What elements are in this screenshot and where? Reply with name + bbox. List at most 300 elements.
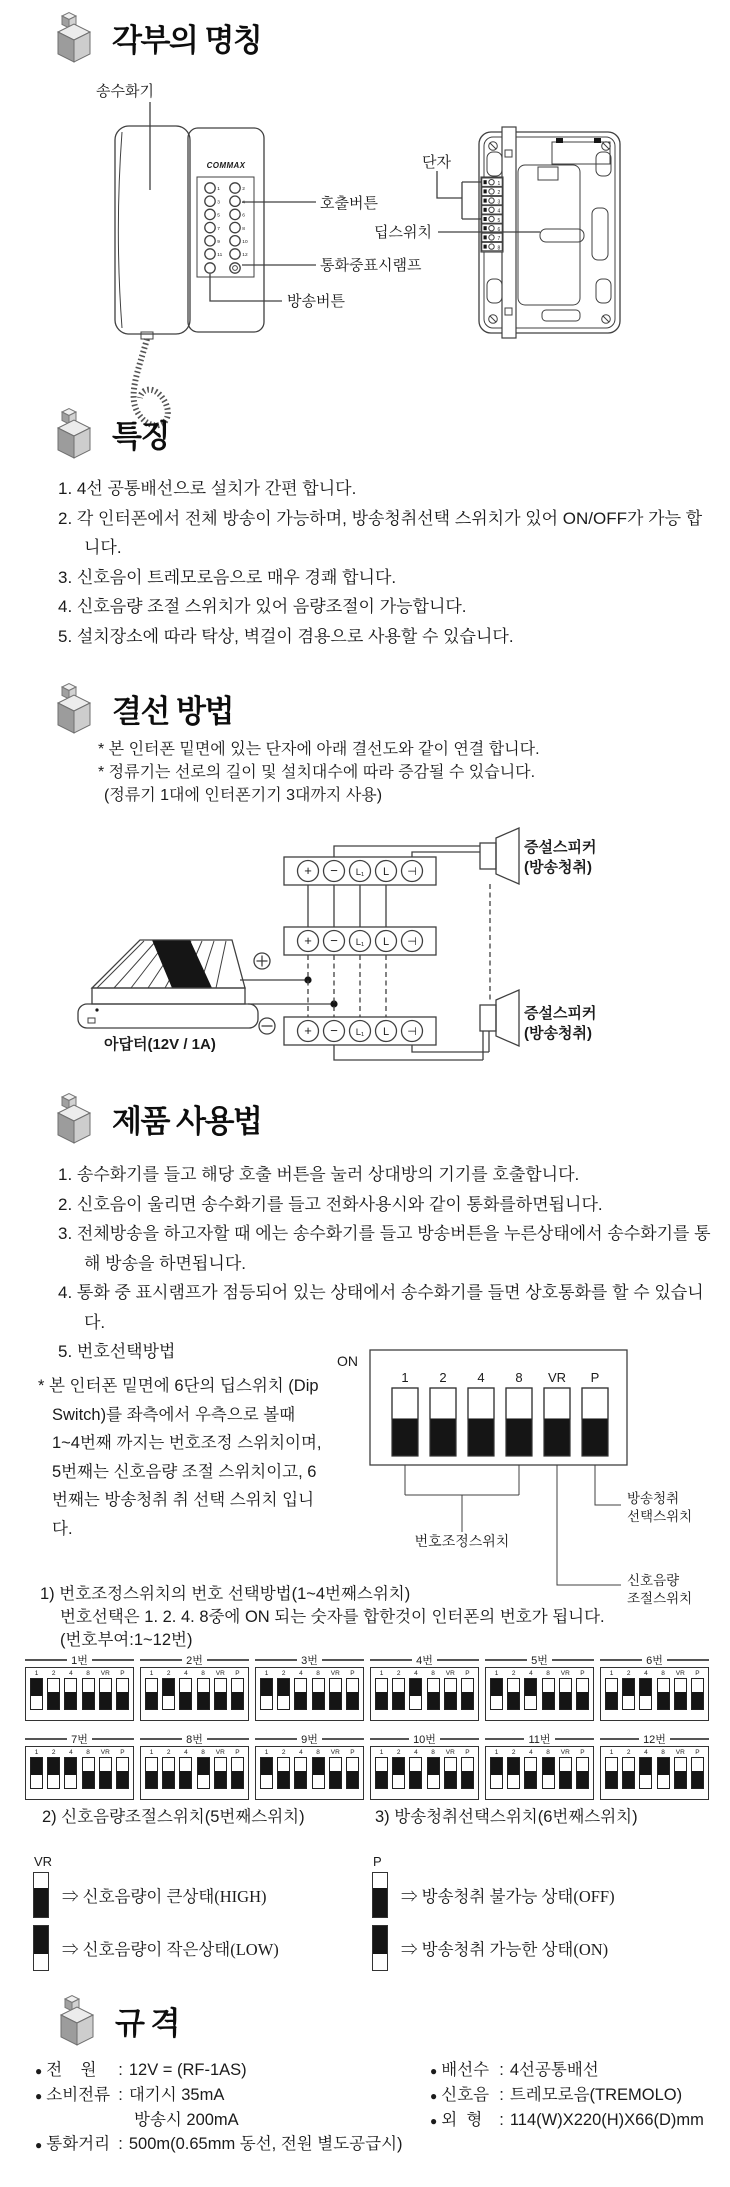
dip-switch-on-icon	[657, 1757, 670, 1789]
terminal-number: 1	[497, 181, 501, 187]
usage-item: 1. 송수화기를 들고 해당 호출 버튼을 눌러 상대방의 기기를 호출합니다.	[58, 1165, 580, 1184]
dip-switch-handle	[392, 1419, 418, 1456]
dip-switch-label: P	[465, 1670, 470, 1677]
specs-left-column	[35, 2058, 415, 2157]
dip-switch-down-icon	[372, 1872, 388, 1918]
dip-switch-label: 2	[166, 1670, 171, 1677]
dip-switch	[277, 1749, 290, 1796]
listen-off-row	[372, 1873, 615, 1917]
dip-column-label: 2	[439, 1370, 447, 1385]
dip-switch-label: 8	[546, 1749, 550, 1756]
dip-switch-label: P	[120, 1749, 125, 1756]
dip-switch	[82, 1749, 95, 1796]
call-button-number: 5	[217, 213, 220, 219]
dip-config-figure	[25, 1732, 134, 1800]
call-button-number: 2	[242, 187, 245, 193]
dip-config-figure	[485, 1653, 594, 1721]
spec-colon: :	[118, 2086, 123, 2104]
dip-switch-label: 2	[511, 1670, 516, 1677]
dip-switch	[82, 1670, 95, 1717]
section-header-specs	[55, 1993, 179, 2047]
dip-switch-off-icon	[231, 1757, 244, 1789]
section-wiring-title: 결선 방법	[112, 693, 233, 729]
call-button-number: 1	[217, 187, 220, 193]
dip-switch-on-icon	[507, 1757, 520, 1789]
dip-switch	[490, 1670, 503, 1717]
dip-config-box	[140, 1667, 249, 1721]
feature-item: 1. 4선 공통배선으로 설치가 간편 합니다.	[58, 479, 357, 498]
listen-switch-heading: 3) 방송청취선택스위치(6번째스위치)	[375, 1808, 638, 1826]
dip-switch-label: 2	[51, 1670, 56, 1677]
dip-switch-off-icon	[622, 1757, 635, 1789]
dip-switch-up-icon	[33, 1925, 49, 1971]
bullet-icon: ●	[35, 2064, 43, 2078]
dip-switch-label: P	[695, 1670, 700, 1677]
terminal-symbol: ⊣	[407, 1026, 417, 1039]
dip-switch-label: 1	[494, 1670, 499, 1677]
spec-label: 신호음	[441, 2086, 490, 2104]
dip-config-title	[25, 1653, 134, 1667]
dip-config-box	[600, 1746, 709, 1800]
section-parts-title: 각부의 명칭	[112, 22, 262, 58]
dip-switch-label: 8	[86, 1749, 90, 1756]
terminal-number: 5	[497, 217, 501, 224]
dip-switch	[116, 1749, 129, 1796]
dip-switch-off-icon	[559, 1678, 572, 1710]
dip-switch-label: VR	[560, 1749, 570, 1756]
bullet-icon: ●	[35, 2089, 43, 2103]
dip-switch-off-icon	[214, 1757, 227, 1789]
dip-switch-label: 1	[379, 1670, 384, 1677]
dip-switch-label: 2	[626, 1749, 631, 1756]
dip-switch	[312, 1749, 325, 1796]
dip-config-figure	[485, 1732, 594, 1800]
dip-switch	[542, 1749, 555, 1796]
busy-lamp-callout: 통화중표시램프	[320, 257, 422, 274]
terminal-number: 8	[497, 245, 501, 252]
dip-config-box	[600, 1667, 709, 1721]
dip-switch-label: P	[465, 1749, 470, 1756]
dip-switch-off-icon	[64, 1678, 77, 1710]
dip-switch-off-icon	[99, 1678, 112, 1710]
speaker-label-bottom: 증설스피커	[524, 1005, 597, 1022]
dip-switch-label: 1	[149, 1749, 154, 1756]
brand-logo: COMMAX	[206, 161, 246, 170]
section-cube-icon	[52, 406, 96, 460]
dip-switch-off-icon	[312, 1678, 325, 1710]
section-header-parts	[52, 10, 261, 64]
dip-switch-handle	[582, 1419, 608, 1456]
dip-switch-handle	[544, 1419, 570, 1456]
spec-label: 통화거리	[46, 2135, 111, 2153]
dip-switch-down-icon	[33, 1872, 49, 1918]
dip-switch-off-icon	[542, 1678, 555, 1710]
dip-switch	[427, 1749, 440, 1796]
dip-switch	[260, 1670, 273, 1717]
dip-switch-location	[540, 229, 584, 242]
dip-switch-handle	[506, 1419, 532, 1456]
dip-config-title	[485, 1732, 594, 1746]
dip-switch	[47, 1670, 60, 1717]
dip-config-figure	[25, 1653, 134, 1721]
dip-switch	[507, 1670, 520, 1717]
section-cube-icon	[52, 681, 96, 735]
dip-config-label: 4번	[416, 1655, 433, 1667]
call-button-icon	[205, 183, 215, 193]
dip-switch	[375, 1749, 388, 1796]
dip-column-label: 4	[477, 1370, 485, 1385]
dip-switch-off-icon	[145, 1757, 158, 1789]
terminal-symbol: −	[330, 933, 338, 949]
feature-item: 4. 신호음량 조절 스위치가 있어 음량조절이 가능합니다.	[58, 597, 467, 616]
dip-switch	[99, 1749, 112, 1796]
dip-switch-off-icon	[145, 1678, 158, 1710]
dip-switch-label: 1	[609, 1749, 614, 1756]
dip-switch-on-icon	[622, 1678, 635, 1710]
dip-switch	[30, 1670, 43, 1717]
dip-switch-label: 4	[414, 1670, 418, 1677]
dip-switch-label: 2	[166, 1749, 171, 1756]
dip-switch	[312, 1670, 325, 1717]
section-cube-icon	[52, 10, 96, 64]
dip-switch	[30, 1749, 43, 1796]
usage-item: 3. 전체방송을 하고자할 때 에는 송수화기를 들고 방송버튼을 누른상태에서 송수화기를 통해 방송을 하면됩니다.	[58, 1224, 711, 1273]
dip-switch-label: 4	[299, 1670, 303, 1677]
dip-switch-off-icon	[179, 1757, 192, 1789]
spec-colon: :	[499, 2061, 504, 2079]
dip-switch-label: 8	[201, 1670, 205, 1677]
speaker-sublabel-bottom: (방송청취)	[524, 1025, 592, 1042]
dip-switch-label: 2	[51, 1749, 56, 1756]
dip-switch-label: P	[350, 1670, 355, 1677]
call-button-icon	[230, 209, 240, 219]
dip-switch-off-icon	[576, 1757, 589, 1789]
dip-switch-label: 8	[316, 1670, 320, 1677]
dip-switch-off-icon	[559, 1757, 572, 1789]
terminal-symbol: ⊣	[407, 936, 417, 949]
dip-switch-on-icon	[312, 1757, 325, 1789]
dip-config-figure	[370, 1653, 479, 1721]
call-button-icon	[230, 196, 240, 206]
dip-config-box	[255, 1667, 364, 1721]
dip-switch-off-icon	[444, 1678, 457, 1710]
dip-switch	[605, 1749, 618, 1796]
dip-switch-on-icon	[64, 1757, 77, 1789]
dip-switch	[375, 1670, 388, 1717]
call-button-number: 7	[217, 226, 220, 232]
spec-row	[35, 2058, 415, 2083]
number-switch-callout: 번호조정스위치	[414, 1533, 510, 1549]
terminal-symbol: L	[382, 1026, 390, 1039]
dip-switch-body	[582, 1388, 608, 1419]
dip-switch	[99, 1670, 112, 1717]
dip-switch-label: 8	[431, 1749, 435, 1756]
listen-switch-callout-1: 방송청취	[627, 1491, 680, 1506]
dip-switch	[294, 1749, 307, 1796]
call-button-icon	[205, 236, 215, 246]
feature-item: 5. 설치장소에 따라 탁상, 벽걸이 겸용으로 사용할 수 있습니다.	[58, 626, 514, 646]
dip-switch-label: VR	[215, 1749, 225, 1756]
dip-switch	[346, 1749, 359, 1796]
speaker-sublabel-top: (방송청취)	[524, 859, 592, 876]
dip-switch-off-icon	[346, 1678, 359, 1710]
call-button-number: 3	[217, 200, 220, 206]
dip-config-title	[600, 1653, 709, 1667]
usage-item: 5. 번호선택방법	[58, 1342, 176, 1361]
dip-switch-body	[392, 1388, 418, 1419]
dip-switch	[162, 1749, 175, 1796]
section-features-title: 특징	[112, 418, 169, 454]
dip-switch	[409, 1670, 422, 1717]
dip-switch-on-icon	[524, 1678, 537, 1710]
dip-switch-off-icon	[99, 1757, 112, 1789]
dip-config-title	[140, 1653, 249, 1667]
call-button-icon	[205, 249, 215, 259]
listen-switch-demo	[372, 1854, 615, 1979]
call-button-icon	[230, 222, 240, 232]
terminal-symbol: +	[304, 933, 312, 949]
usage-item: 2. 신호음이 울리면 송수화기를 들고 전화사용시와 같이 통화를하면됩니다.	[58, 1194, 603, 1214]
dip-switch-off-icon	[375, 1757, 388, 1789]
dip-config-box	[485, 1746, 594, 1800]
dip-switch-on-icon	[409, 1678, 422, 1710]
dip-config-label: 11번	[528, 1734, 551, 1746]
listen-off-text: ⇒ 방송청취 불가능 상태(OFF)	[401, 1887, 615, 1906]
wiring-notes	[98, 738, 658, 807]
dip-switch-off-icon	[197, 1678, 210, 1710]
dip-switch-label: 4	[69, 1749, 73, 1756]
dip-config-title	[370, 1653, 479, 1667]
spec-row	[35, 2132, 415, 2157]
feature-item: 2. 각 인터폰에서 전체 방송이 가능하며, 방송청취선택 스위치가 있어 ON/OFF가 가능 합니다.	[58, 508, 703, 557]
volume-low-row	[33, 1926, 279, 1970]
dip-switch	[639, 1670, 652, 1717]
dip-switch	[691, 1670, 704, 1717]
volume-low-text: ⇒ 신호음량이 작은상태(LOW)	[62, 1940, 279, 1959]
spec-value: 트레모로음(TREMOLO)	[509, 2086, 683, 2104]
dip-switch-off-icon	[82, 1678, 95, 1710]
dip-switch-body	[544, 1388, 570, 1419]
specs-right-column	[430, 2058, 720, 2133]
dip-switch-on-icon	[639, 1757, 652, 1789]
dip-config-figure	[370, 1732, 479, 1800]
dip-switch	[294, 1670, 307, 1717]
dip-switch-on-icon	[47, 1757, 60, 1789]
dip-switch	[559, 1749, 572, 1796]
volume-switch-callout-1: 신호음량	[627, 1573, 680, 1588]
dip-switch-label: VR	[675, 1749, 685, 1756]
terminal-symbol: ⊣	[407, 866, 417, 879]
section-specs-title: 규 격	[115, 2005, 180, 2041]
dip-switch	[179, 1749, 192, 1796]
spec-colon: :	[499, 2086, 504, 2104]
dip-switch-body	[430, 1388, 456, 1419]
dip-config-box	[140, 1746, 249, 1800]
numbering-heading	[40, 1583, 700, 1652]
dip-config-box	[370, 1746, 479, 1800]
dip-switch	[64, 1749, 77, 1796]
section-cube-icon	[55, 1993, 99, 2047]
dip-switch-off-icon	[524, 1757, 537, 1789]
bullet-icon: ●	[430, 2089, 438, 2103]
dip-config-box	[25, 1746, 134, 1800]
dip-switch-off-icon	[329, 1757, 342, 1789]
dip-switch	[260, 1749, 273, 1796]
dip-switch-body	[506, 1388, 532, 1419]
dip-switch-off-icon	[231, 1678, 244, 1710]
dip-config-figure	[600, 1732, 709, 1800]
terminal-symbol: +	[304, 863, 312, 879]
dip-switch-label: 8	[201, 1749, 205, 1756]
terminal-symbol: L₁	[355, 937, 365, 949]
call-button-icon	[230, 236, 240, 246]
spec-value: 대기시 35mA	[128, 2086, 225, 2104]
dip-switch-label: P	[580, 1670, 585, 1677]
dip-switch-columns	[392, 1370, 608, 1456]
dip-config-title	[140, 1732, 249, 1746]
dip-switch-on-icon	[162, 1678, 175, 1710]
dip-switch-off-icon	[294, 1678, 307, 1710]
call-button-icon	[230, 183, 240, 193]
dip-config-box	[25, 1667, 134, 1721]
adapter-drawing	[78, 940, 258, 1028]
spec-label: 전 원	[46, 2061, 97, 2079]
dip-switch-off-icon	[82, 1757, 95, 1789]
dip-switch-off-icon	[461, 1757, 474, 1789]
terminal-number: 2	[497, 190, 501, 197]
spec-row	[35, 2083, 415, 2108]
dip-config-label: 12번	[643, 1734, 666, 1746]
dip-switch-label: VR	[215, 1670, 225, 1677]
spec-colon: :	[118, 2061, 123, 2079]
dip-switch-label: 8	[546, 1670, 550, 1677]
dip-config-title	[255, 1732, 364, 1746]
numbering-title: 1) 번호조정스위치의 번호 선택방법(1~4번째스위치)	[40, 1585, 411, 1603]
call-button-number: 6	[242, 213, 245, 219]
dip-switch-off-icon	[674, 1678, 687, 1710]
dip-switch-off-icon	[605, 1678, 618, 1710]
dip-column-label: 1	[401, 1370, 409, 1385]
dip-config-title	[485, 1653, 594, 1667]
dip-switch-label: 2	[281, 1670, 286, 1677]
call-button-number: 9	[217, 240, 220, 245]
dip-switch-label: 1	[34, 1749, 39, 1756]
dip-switch-on-icon	[392, 1757, 405, 1789]
features-list	[58, 474, 703, 651]
dip-switch-label: 8	[661, 1670, 665, 1677]
dip-switch-label: VR	[330, 1670, 340, 1677]
spec-row-continuation	[35, 2108, 415, 2132]
dip-switch-off-icon	[294, 1757, 307, 1789]
cord-connector	[141, 332, 153, 339]
dip-config-title	[600, 1732, 709, 1746]
dip-config-figure	[255, 1732, 364, 1800]
call-button-number: 12	[242, 253, 248, 259]
dip-switch-on-icon	[260, 1757, 273, 1789]
dip-switch-label: VR	[445, 1670, 455, 1677]
feature-item: 3. 신호음이 트레모로음으로 매우 경쾌 합니다.	[58, 567, 397, 587]
dip-switch-label: 4	[184, 1670, 188, 1677]
dip-switch-on-icon	[490, 1678, 503, 1710]
dip-switch-label: 8	[661, 1749, 665, 1756]
dip-switch-label: 2	[396, 1749, 401, 1756]
dip-config-label: 2번	[186, 1655, 203, 1667]
dip-switch	[639, 1749, 652, 1796]
dip-switch	[214, 1749, 227, 1796]
call-button-callout: 호출버튼	[320, 195, 378, 212]
bullet-icon: ●	[35, 2138, 43, 2152]
dip-switch-label: 2	[626, 1670, 631, 1677]
dip-switch	[444, 1670, 457, 1717]
dip-switch-label: P	[580, 1749, 585, 1756]
dip-config-box	[255, 1746, 364, 1800]
dip-switch-off-icon	[674, 1757, 687, 1789]
numbering-desc2: (번호부여:1~12번)	[60, 1631, 193, 1649]
front-phone-drawing	[96, 82, 422, 425]
dip-switch	[116, 1670, 129, 1717]
dip-config-box	[485, 1667, 594, 1721]
section-header-usage	[52, 1091, 261, 1145]
section-usage-title: 제품 사용법	[112, 1103, 262, 1139]
dip-switch-on-icon	[277, 1678, 290, 1710]
usage-item: 4. 통화 중 표시램프가 점등되어 있는 상태에서 송수화기를 들면 상호통화를 할 수 있습니다.	[58, 1283, 704, 1332]
dip-switch-label: VR	[675, 1670, 685, 1677]
spec-value: 500m(0.65mm 동선, 전원 별도공급시)	[128, 2135, 403, 2153]
dip-switch-label: 4	[184, 1749, 188, 1756]
dip-switch-callout: 딥스위치	[374, 224, 432, 241]
dip-switch-label: VR	[100, 1749, 110, 1756]
spec-label: 외 형	[441, 2111, 483, 2129]
dip-switch-off-icon	[162, 1757, 175, 1789]
listen-on-text: ⇒ 방송청취 가능한 상태(ON)	[401, 1940, 609, 1959]
dip-config-label: 1번	[71, 1655, 88, 1667]
dip-config-figure	[255, 1653, 364, 1721]
dip-switch-label: 4	[644, 1749, 648, 1756]
busy-lamp-icon	[230, 263, 240, 273]
dip-switch	[277, 1670, 290, 1717]
terminal-symbol: L	[382, 936, 390, 949]
dip-switch-label: 1	[494, 1749, 499, 1756]
dip-switch-handle	[430, 1419, 456, 1456]
dip-switch	[145, 1749, 158, 1796]
dip-switch-label: 2	[396, 1670, 401, 1677]
section-cube-icon	[52, 1091, 96, 1145]
terminal-symbol: −	[330, 1023, 338, 1039]
dip-switch	[576, 1749, 589, 1796]
dip-switch	[691, 1749, 704, 1796]
dip-switch	[622, 1749, 635, 1796]
dip-switch	[392, 1749, 405, 1796]
dip-switch-off-icon	[427, 1678, 440, 1710]
dip-column-label: VR	[547, 1370, 567, 1385]
dip-switch-label: VR	[560, 1670, 570, 1677]
volume-switch-demo	[33, 1854, 279, 1979]
speaker-label-top: 증설스피커	[524, 839, 597, 856]
dip-switch	[622, 1670, 635, 1717]
dip-switch	[542, 1670, 555, 1717]
spec-row	[430, 2083, 720, 2108]
speaker-top-icon	[480, 828, 519, 884]
dip-config-grid	[25, 1653, 709, 1800]
dip-switch	[409, 1749, 422, 1796]
spec-label: 소비전류	[46, 2086, 111, 2104]
dip-switch-on-icon	[30, 1757, 43, 1789]
call-button-icon	[230, 249, 240, 259]
dip-switch	[674, 1670, 687, 1717]
dip-switch-label: 2	[511, 1749, 516, 1756]
dip-switch	[427, 1670, 440, 1717]
broadcast-button-callout: 방송버튼	[287, 293, 345, 310]
